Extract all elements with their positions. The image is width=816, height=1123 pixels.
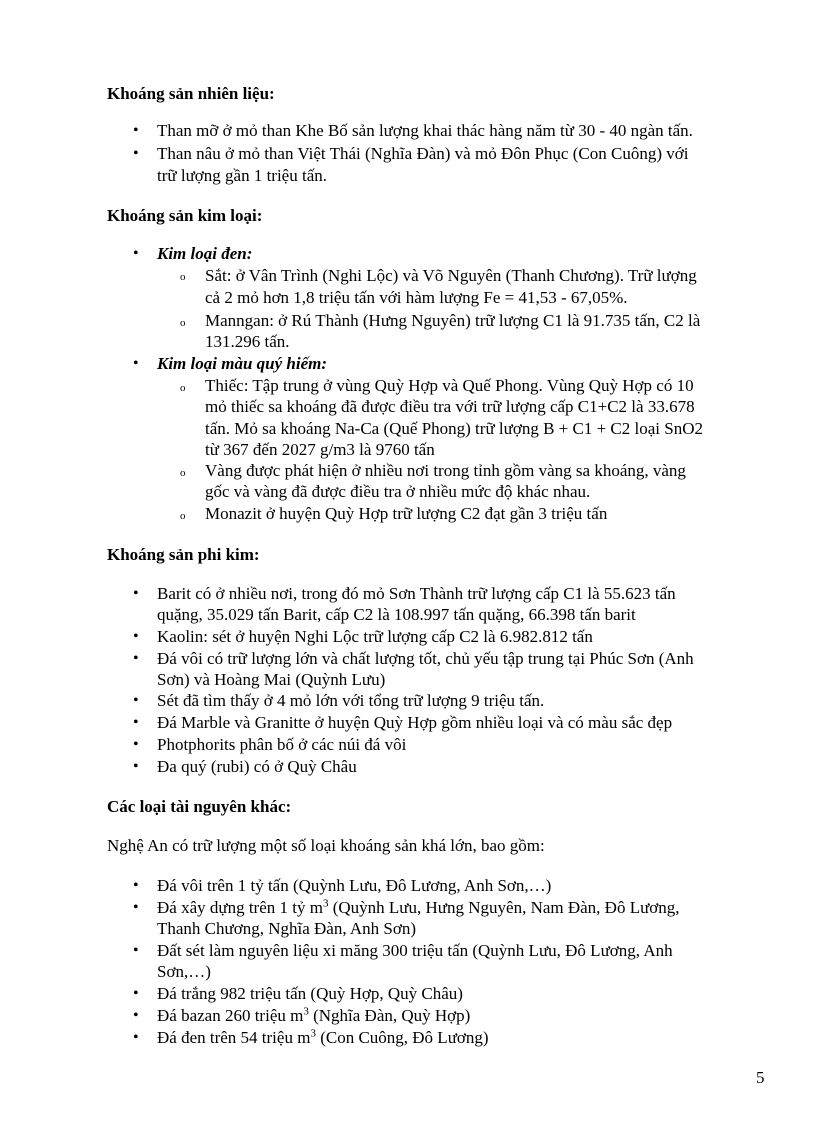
list-item-continuation: Sơn,…) <box>157 962 211 981</box>
bullet-dot: • <box>133 758 139 775</box>
heading-nonmetal-minerals: Khoáng sản phi kim: <box>107 545 260 564</box>
bullet-dot: • <box>133 355 139 372</box>
list-item: Manngan: ở Rú Thành (Hưng Nguyên) trữ lượng C1 là 91.735 tấn, C2 là <box>205 311 701 330</box>
text-fragment: (Con Cuông, Đô Lương) <box>315 1028 489 1047</box>
bullet-dot: • <box>133 650 139 667</box>
heading-fuel-minerals: Khoáng sản nhiên liệu: <box>107 84 275 103</box>
list-item-continuation: tấn. Mỏ sa khoáng Na-Ca (Quế Phong) trữ lượng B + C1 + C2 loại SnO2 <box>205 419 703 438</box>
list-item: Than nâu ở mỏ than Việt Thái (Nghĩa Đàn) và mỏ Đôn Phục (Con Cuông) với <box>157 144 689 163</box>
text-fragment: (Quỳnh Lưu, Hưng Nguyên, Nam Đàn, Đô Lương, <box>328 898 680 917</box>
list-item: Thiếc: Tập trung ở vùng Quỳ Hợp và Quế Phong. Vùng Quỳ Hợp có 10 <box>205 376 694 395</box>
bullet-dot: • <box>133 736 139 753</box>
superscript: 3 <box>303 1005 309 1018</box>
list-item <box>157 1006 470 1026</box>
superscript: 3 <box>310 1027 316 1040</box>
bullet-dot: • <box>133 245 139 262</box>
list-item: Sắt: ở Vân Trình (Nghi Lộc) và Võ Nguyên (Thanh Chương). Trữ lượng <box>205 266 697 285</box>
list-item-continuation: cả 2 mỏ hơn 1,8 triệu tấn với hàm lượng Fe = 41,53 - 67,05%. <box>205 288 628 307</box>
list-item: Monazit ở huyện Quỳ Hợp trữ lượng C2 đạt gần 3 triệu tấn <box>205 504 608 523</box>
bullet-circle: o <box>180 317 186 329</box>
bullet-dot: • <box>133 714 139 731</box>
bullet-circle: o <box>180 382 186 394</box>
bullet-dot: • <box>133 585 139 602</box>
list-item-continuation: mỏ thiếc sa khoáng đã được điều tra với trữ lượng cấp C1+C2 là 33.678 <box>205 397 695 416</box>
bullet-dot: • <box>133 899 139 916</box>
list-item: Than mỡ ở mỏ than Khe Bố sản lượng khai thác hàng năm từ 30 - 40 ngàn tấn. <box>157 121 693 140</box>
list-item-continuation: quặng, 35.029 tấn Barit, cấp C2 là 108.997 tấn quặng, 66.398 tấn barit <box>157 605 636 624</box>
list-item-continuation: Thanh Chương, Nghĩa Đàn, Anh Sơn) <box>157 919 417 938</box>
list-item: Đá vôi có trữ lượng lớn và chất lượng tốt, chủ yếu tập trung tại Phúc Sơn (Anh <box>157 649 694 668</box>
list-item: Đa quý (rubi) có ở Quỳ Châu <box>157 757 357 776</box>
bullet-dot: • <box>133 985 139 1002</box>
list-item: Đá vôi trên 1 tỷ tấn (Quỳnh Lưu, Đô Lương, Anh Sơn,…) <box>157 876 552 895</box>
subheading-ferrous-metals: Kim loại đen: <box>157 244 253 263</box>
bullet-dot: • <box>133 628 139 645</box>
page-number: 5 <box>756 1068 765 1087</box>
list-item-continuation: 131.296 tấn. <box>205 332 290 351</box>
bullet-circle: o <box>180 467 186 479</box>
bullet-dot: • <box>133 692 139 709</box>
list-item <box>157 1028 489 1048</box>
heading-other-resources: Các loại tài nguyên khác: <box>107 797 292 816</box>
list-item: Barit có ở nhiều nơi, trong đó mỏ Sơn Thành trữ lượng cấp C1 là 55.623 tấn <box>157 584 676 603</box>
intro-paragraph: Nghệ An có trữ lượng một số loại khoáng sản khá lớn, bao gồm: <box>107 836 545 855</box>
list-item <box>157 898 680 918</box>
list-item: Kaolin: sét ở huyện Nghi Lộc trữ lượng cấp C2 là 6.982.812 tấn <box>157 627 593 646</box>
list-item-continuation: gốc và vàng đã được điều tra ở nhiều mức độ khác nhau. <box>205 482 591 501</box>
bullet-dot: • <box>133 145 139 162</box>
subheading-rare-metals: Kim loại màu quý hiếm: <box>157 354 328 373</box>
list-item-continuation: Sơn) và Hoàng Mai (Quỳnh Lưu) <box>157 670 386 689</box>
list-item-continuation: từ 367 đến 2027 g/m3 là 9760 tấn <box>205 440 435 459</box>
list-item-continuation: trữ lượng gần 1 triệu tấn. <box>157 166 327 185</box>
list-item: Sét đã tìm thấy ở 4 mỏ lớn với tổng trữ lượng 9 triệu tấn. <box>157 691 545 710</box>
bullet-dot: • <box>133 122 139 139</box>
bullet-dot: • <box>133 1029 139 1046</box>
list-item: Đá trắng 982 triệu tấn (Quỳ Hợp, Quỳ Châu) <box>157 984 463 1003</box>
text-fragment: Đá bazan 260 triệu m <box>157 1006 304 1025</box>
list-item: Photphorits phân bố ở các núi đá vôi <box>157 735 407 754</box>
superscript: 3 <box>322 897 329 910</box>
list-item: Đá Marble và Granitte ở huyện Quỳ Hợp gồm nhiều loại và có màu sắc đẹp <box>157 713 673 732</box>
bullet-circle: o <box>180 510 186 522</box>
list-item: Đất sét làm nguyên liệu xi măng 300 triệu tấn (Quỳnh Lưu, Đô Lương, Anh <box>157 941 673 960</box>
list-item: Vàng được phát hiện ở nhiều nơi trong tỉnh gồm vàng sa khoáng, vàng <box>205 461 686 480</box>
text-fragment: (Nghĩa Đàn, Quỳ Hợp) <box>308 1006 471 1025</box>
heading-metal-minerals: Khoáng sản kim loại: <box>107 206 263 225</box>
text-fragment: Đá đen trên 54 triệu m <box>157 1028 311 1047</box>
bullet-dot: • <box>133 877 139 894</box>
bullet-dot: • <box>133 1007 139 1024</box>
bullet-circle: o <box>180 271 186 283</box>
bullet-dot: • <box>133 942 139 959</box>
text-fragment: Đá xây dựng trên 1 tỷ m <box>157 898 323 917</box>
